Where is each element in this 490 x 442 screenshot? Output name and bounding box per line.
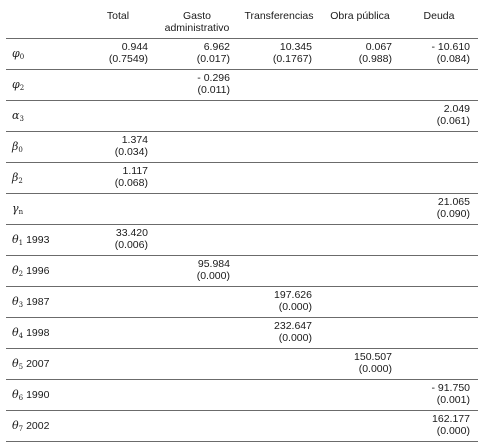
parameter-label xyxy=(6,101,80,132)
cell-deuda xyxy=(400,380,478,411)
parameter-label xyxy=(6,411,80,442)
header-transferencias: Transferencias xyxy=(238,8,320,39)
parameter-symbol: β xyxy=(12,139,19,153)
parameter-symbol: θ xyxy=(12,356,19,370)
cell-total xyxy=(80,101,156,132)
parameter-subscript: 2 xyxy=(18,176,23,185)
cell-obra-publica xyxy=(320,101,400,132)
parameter-year: 2002 xyxy=(26,419,50,432)
table-row xyxy=(6,194,478,225)
estimate-block xyxy=(273,41,312,65)
cell-deuda xyxy=(400,194,478,225)
parameter-symbol: θ xyxy=(12,263,19,277)
parameter-year: 2007 xyxy=(26,357,50,370)
cell-transferencias xyxy=(238,39,320,70)
table-row xyxy=(6,287,478,318)
cell-transferencias xyxy=(238,318,320,349)
p-value: (0.000) xyxy=(278,332,312,344)
coefficient-value: - 10.610 xyxy=(431,41,470,53)
cell-deuda xyxy=(400,225,478,256)
parameter-subscript: 2 xyxy=(19,83,25,92)
cell-gasto-administrativo xyxy=(156,163,238,194)
cell-deuda xyxy=(400,70,478,101)
cell-transferencias xyxy=(238,225,320,256)
p-value: (0.000) xyxy=(358,363,392,375)
cell-total xyxy=(80,163,156,194)
parameter-label xyxy=(6,194,80,225)
estimates-table xyxy=(6,8,478,442)
table-row xyxy=(6,318,478,349)
cell-deuda xyxy=(400,256,478,287)
p-value: (0.000) xyxy=(436,425,470,437)
parameter-symbol: θ xyxy=(12,232,19,246)
parameter-label xyxy=(6,132,80,163)
cell-obra-publica xyxy=(320,132,400,163)
parameter-symbol: θ xyxy=(12,387,19,401)
coefficient-value: - 91.750 xyxy=(431,382,470,394)
parameter-label xyxy=(6,39,80,70)
coefficient-value: 0.944 xyxy=(121,41,148,53)
cell-obra-publica xyxy=(320,194,400,225)
p-value: (0.011) xyxy=(197,84,230,96)
estimate-block xyxy=(437,196,470,220)
cell-deuda xyxy=(400,318,478,349)
parameter-subscript: 5 xyxy=(18,362,24,371)
estimate-block xyxy=(274,289,312,313)
p-value: (0.000) xyxy=(196,270,230,282)
table-row xyxy=(6,349,478,380)
cell-obra-publica xyxy=(320,318,400,349)
cell-gasto-administrativo xyxy=(156,411,238,442)
cell-total xyxy=(80,194,156,225)
cell-obra-publica xyxy=(320,380,400,411)
cell-total xyxy=(80,225,156,256)
parameter-subscript: 3 xyxy=(19,114,24,123)
cell-deuda xyxy=(400,163,478,194)
table-row xyxy=(6,163,478,194)
parameter-label xyxy=(6,318,80,349)
parameter-symbol: θ xyxy=(12,294,19,308)
cell-total xyxy=(80,70,156,101)
parameter-label xyxy=(6,225,80,256)
cell-obra-publica xyxy=(320,256,400,287)
coefficient-value: 0.067 xyxy=(365,41,392,53)
parameter-subscript: 6 xyxy=(18,393,24,402)
cell-total xyxy=(80,39,156,70)
coefficient-value: 21.065 xyxy=(437,196,470,208)
parameter-year: 1990 xyxy=(26,388,50,401)
estimate-block xyxy=(115,134,148,158)
coefficient-value: 1.117 xyxy=(122,165,148,177)
cell-total xyxy=(80,411,156,442)
cell-total xyxy=(80,318,156,349)
cell-gasto-administrativo xyxy=(156,194,238,225)
cell-gasto-administrativo xyxy=(156,318,238,349)
estimates-table-container xyxy=(6,8,478,442)
parameter-symbol: α xyxy=(12,108,20,122)
table-row xyxy=(6,256,478,287)
estimate-block xyxy=(274,320,312,344)
table-row xyxy=(6,380,478,411)
coefficient-value: 232.647 xyxy=(274,320,312,332)
cell-transferencias xyxy=(238,349,320,380)
coefficient-value: 2.049 xyxy=(443,103,470,115)
coefficient-value: 10.345 xyxy=(279,41,312,53)
parameter-symbol: γ xyxy=(12,201,19,215)
parameter-subscript: 7 xyxy=(18,424,24,433)
cell-deuda xyxy=(400,39,478,70)
p-value: (0.001) xyxy=(436,394,470,406)
parameter-subscript: n xyxy=(18,207,24,216)
table-row xyxy=(6,39,478,70)
parameter-symbol: φ xyxy=(12,46,20,60)
estimate-block xyxy=(431,41,470,65)
header-total: Total xyxy=(80,8,156,39)
parameter-label xyxy=(6,380,80,411)
parameter-subscript: 3 xyxy=(18,300,24,309)
parameter-label xyxy=(6,349,80,380)
cell-gasto-administrativo xyxy=(156,101,238,132)
cell-deuda xyxy=(400,101,478,132)
cell-transferencias xyxy=(238,132,320,163)
cell-deuda xyxy=(400,411,478,442)
cell-obra-publica xyxy=(320,39,400,70)
parameter-symbol: θ xyxy=(12,418,19,432)
cell-obra-publica xyxy=(320,287,400,318)
estimate-block xyxy=(437,103,470,127)
estimate-block xyxy=(431,382,470,406)
cell-total xyxy=(80,287,156,318)
p-value: (0.084) xyxy=(436,53,470,65)
cell-total xyxy=(80,380,156,411)
header-row xyxy=(6,8,478,39)
header-gasto-administrativo: Gasto administrativo xyxy=(156,8,238,39)
estimate-block xyxy=(115,227,148,251)
coefficient-value: 197.626 xyxy=(274,289,312,301)
cell-transferencias xyxy=(238,287,320,318)
table-row xyxy=(6,132,478,163)
estimate-block xyxy=(197,41,230,65)
cell-transferencias xyxy=(238,101,320,132)
cell-deuda xyxy=(400,132,478,163)
coefficient-value: 162.177 xyxy=(432,413,470,425)
cell-total xyxy=(80,256,156,287)
estimate-block xyxy=(115,165,148,189)
cell-transferencias xyxy=(238,70,320,101)
parameter-subscript: 0 xyxy=(19,52,25,61)
cell-gasto-administrativo xyxy=(156,70,238,101)
p-value: (0.000) xyxy=(278,301,312,313)
parameter-label xyxy=(6,256,80,287)
estimate-block xyxy=(197,72,230,96)
cell-obra-publica xyxy=(320,349,400,380)
coefficient-value: 33.420 xyxy=(115,227,148,239)
p-value: (0.7549) xyxy=(108,53,148,65)
p-value: (0.090) xyxy=(436,208,470,220)
cell-deuda xyxy=(400,287,478,318)
cell-gasto-administrativo xyxy=(156,380,238,411)
p-value: (0.006) xyxy=(114,239,148,251)
cell-transferencias xyxy=(238,256,320,287)
cell-obra-publica xyxy=(320,163,400,194)
parameter-year: 1987 xyxy=(26,295,50,308)
parameter-year: 1996 xyxy=(26,264,50,277)
cell-obra-publica xyxy=(320,225,400,256)
cell-gasto-administrativo xyxy=(156,349,238,380)
cell-transferencias xyxy=(238,380,320,411)
parameter-label xyxy=(6,70,80,101)
parameter-year: 1998 xyxy=(26,326,50,339)
parameter-symbol: β xyxy=(12,170,19,184)
cell-transferencias xyxy=(238,411,320,442)
estimate-block xyxy=(109,41,148,65)
cell-deuda xyxy=(400,349,478,380)
table-row xyxy=(6,70,478,101)
p-value: (0.061) xyxy=(436,115,470,127)
coefficient-value: 150.507 xyxy=(354,351,392,363)
estimate-block xyxy=(359,41,392,65)
coefficient-value: 6.962 xyxy=(203,41,230,53)
cell-total xyxy=(80,349,156,380)
cell-total xyxy=(80,132,156,163)
p-value: (0.034) xyxy=(114,146,148,158)
table-row xyxy=(6,411,478,442)
table-row xyxy=(6,101,478,132)
header-deuda: Deuda xyxy=(400,8,478,39)
p-value: (0.1767) xyxy=(272,53,312,65)
cell-transferencias xyxy=(238,194,320,225)
p-value: (0.017) xyxy=(196,53,230,65)
cell-obra-publica xyxy=(320,411,400,442)
estimate-block xyxy=(432,413,470,437)
cell-transferencias xyxy=(238,163,320,194)
parameter-label xyxy=(6,287,80,318)
parameter-subscript: 1 xyxy=(18,238,24,247)
parameter-year: 1993 xyxy=(26,233,50,246)
p-value: (0.988) xyxy=(358,53,392,65)
parameter-subscript: 0 xyxy=(18,145,23,154)
p-value: (0.068) xyxy=(114,177,148,189)
cell-obra-publica xyxy=(320,70,400,101)
coefficient-value: - 0.296 xyxy=(197,72,230,84)
cell-gasto-administrativo xyxy=(156,132,238,163)
coefficient-value: 1.374 xyxy=(121,134,148,146)
estimate-block xyxy=(354,351,392,375)
coefficient-value: 95.984 xyxy=(197,258,230,270)
parameter-symbol: θ xyxy=(12,325,19,339)
cell-gasto-administrativo xyxy=(156,256,238,287)
cell-gasto-administrativo xyxy=(156,287,238,318)
parameter-symbol: φ xyxy=(12,77,20,91)
parameter-label xyxy=(6,163,80,194)
parameter-subscript: 4 xyxy=(18,331,24,340)
parameter-subscript: 2 xyxy=(18,269,24,278)
cell-gasto-administrativo xyxy=(156,225,238,256)
header-obra-publica: Obra pública xyxy=(320,8,400,39)
cell-gasto-administrativo xyxy=(156,39,238,70)
table-row xyxy=(6,225,478,256)
estimate-block xyxy=(197,258,230,282)
header-parameter xyxy=(6,8,80,39)
